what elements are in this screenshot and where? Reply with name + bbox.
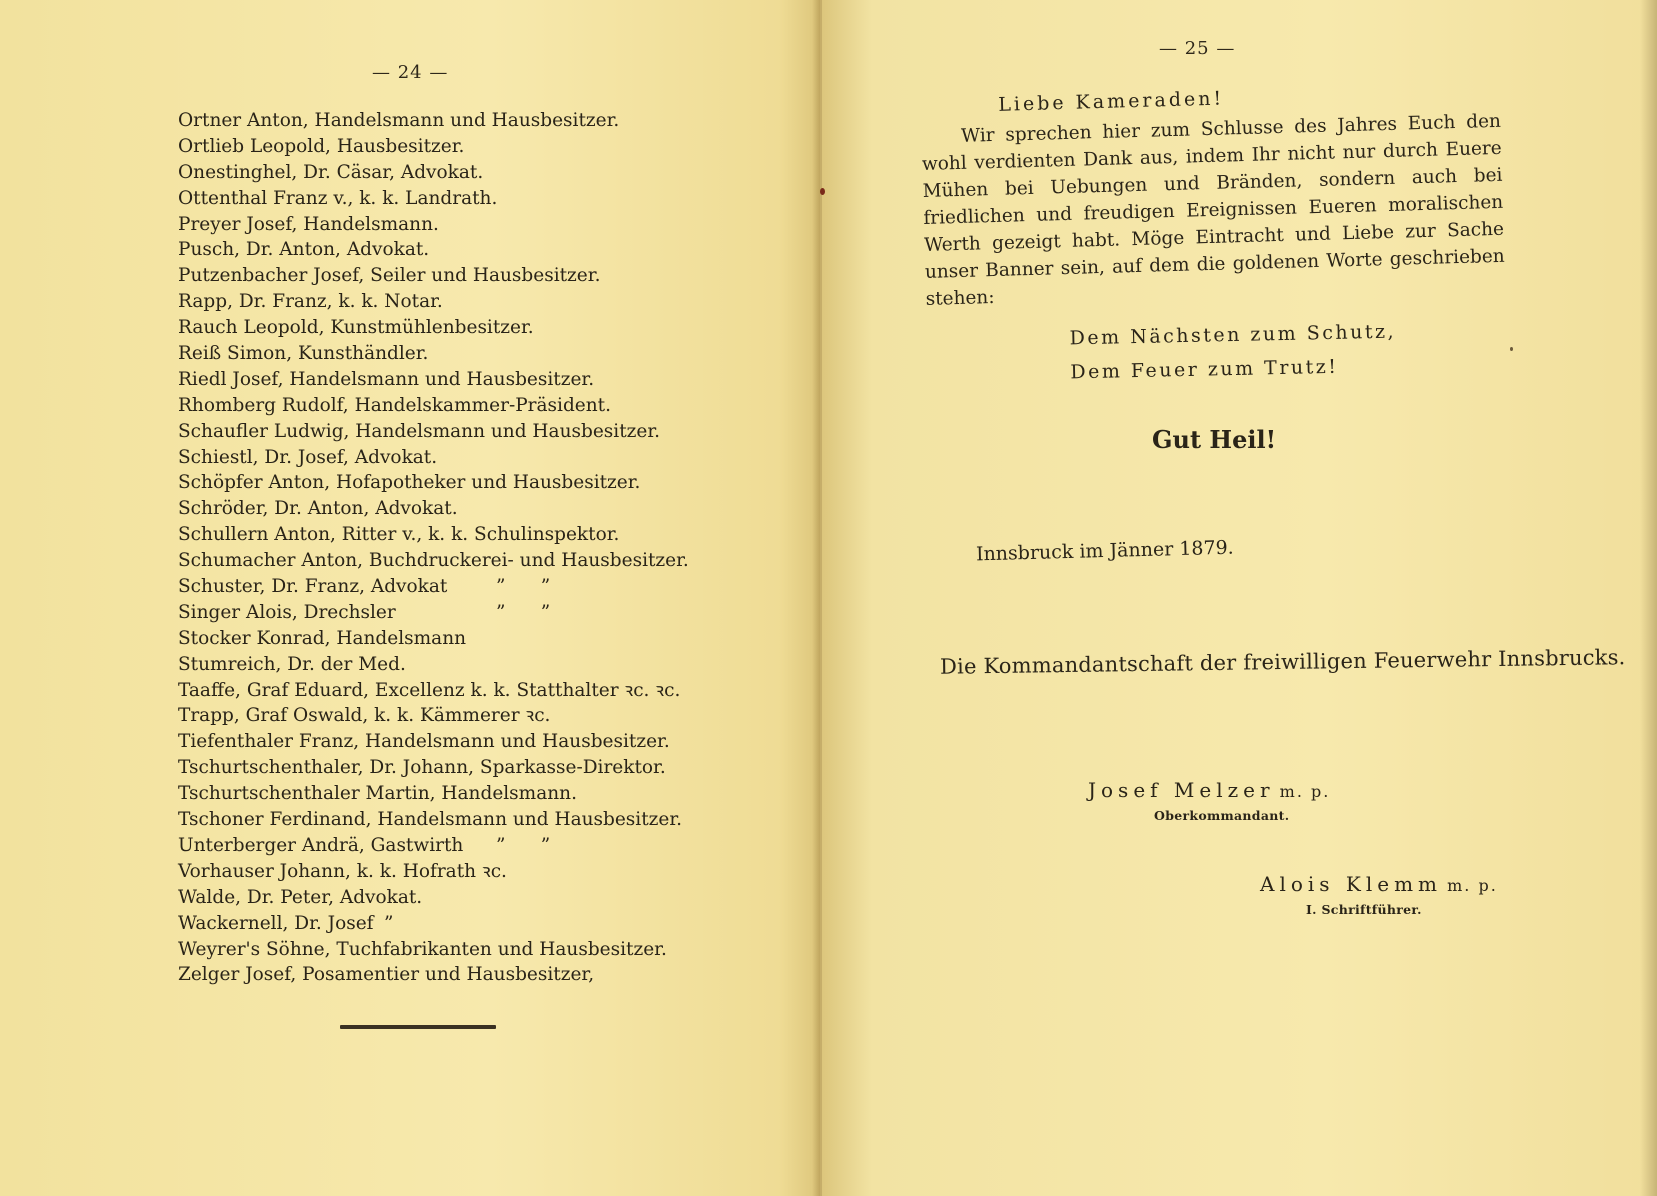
signer-mp: m. p.	[1279, 782, 1331, 801]
entry-text: Tschoner Ferdinand, Handelsmann und Hausbesitzer.	[178, 809, 683, 831]
list-item	[178, 729, 778, 755]
list-item	[178, 186, 778, 212]
list-item	[178, 341, 778, 367]
entry-text: Singer Alois, Drechsler	[178, 601, 396, 623]
entry-text: Onestinghel, Dr. Cäsar, Advokat.	[178, 161, 484, 183]
letter-greeting: Liebe Kameraden!	[997, 87, 1225, 116]
list-item	[178, 548, 778, 574]
list-item	[178, 212, 778, 238]
list-item	[178, 911, 778, 937]
list-item	[178, 419, 778, 445]
signature-block	[1088, 778, 1330, 823]
list-item	[178, 678, 778, 704]
entry-text: Schumacher Anton, Buchdruckerei- und Hausbesitzer.	[178, 550, 689, 572]
letter-body	[921, 108, 1506, 313]
entry-text: Tschurtschenthaler Martin, Handelsmann.	[178, 783, 577, 805]
entry-text: Rhomberg Rudolf, Handelskammer-Präsident.	[178, 394, 611, 416]
entry-text: Schiestl, Dr. Josef, Advokat.	[178, 446, 438, 468]
entry-text: Riedl Josef, Handelsmann und Hausbesitzer.	[178, 368, 595, 390]
signer-mp: m. p.	[1447, 876, 1498, 895]
ditto-marks: ” ”	[496, 576, 551, 598]
entry-text: Pusch, Dr. Anton, Advokat.	[178, 239, 430, 261]
entry-text: Preyer Josef, Handelsmann.	[178, 213, 439, 235]
letter	[920, 80, 1506, 313]
entry-text: Schöpfer Anton, Hofapotheker und Hausbesitzer.	[178, 472, 641, 494]
entry-text: Ottenthal Franz v., k. k. Landrath.	[178, 187, 498, 209]
list-item	[178, 652, 778, 678]
motto-line: Dem Nächsten zum Schutz,	[1069, 320, 1397, 350]
list-item	[178, 496, 778, 522]
entry-text: Unterberger Andrä, Gastwirth	[178, 834, 464, 856]
subscriber-list	[178, 108, 778, 988]
closing-rule	[340, 1025, 496, 1029]
list-item	[178, 574, 778, 600]
motto	[1069, 315, 1397, 390]
entry-text: Putzenbacher Josef, Seiler und Hausbesitzer.	[178, 265, 601, 287]
entry-text: Stocker Konrad, Handelsmann	[178, 627, 467, 649]
entry-text: Schullern Anton, Ritter v., k. k. Schulinspektor.	[178, 524, 620, 546]
ditto-marks: ” ”	[496, 601, 551, 623]
ink-speck	[820, 188, 825, 195]
letter-body-text: Wir sprechen hier zum Schlusse des Jahres Euch den wohl verdienten Dank aus, indem Ihr nicht nur durch Euere Mühen bei Uebungen und Bränden, sondern auch bei friedlichen und freudigen Ereignissen Eueren moralischen Werth gezeigt habt. Möge Eintracht und Liebe zur Sache unser Banner sein, auf dem die goldenen Worte geschrieben stehen:	[921, 110, 1505, 310]
list-item	[178, 393, 778, 419]
salute: Gut Heil!	[1152, 425, 1277, 454]
entry-text: Schaufler Ludwig, Handelsmann und Hausbesitzer.	[178, 420, 661, 442]
list-item	[178, 237, 778, 263]
list-item	[178, 315, 778, 341]
list-item	[178, 781, 778, 807]
entry-text: Schröder, Dr. Anton, Advokat.	[178, 498, 458, 520]
entry-text: Reiß Simon, Kunsthändler.	[178, 343, 429, 365]
list-item	[178, 703, 778, 729]
list-item	[178, 755, 778, 781]
ditto-marks: ”	[384, 912, 394, 934]
signature-block	[1260, 872, 1498, 917]
signer-name: Alois Klemm	[1260, 872, 1443, 896]
entry-text: Rapp, Dr. Franz, k. k. Notar.	[178, 291, 443, 313]
entry-text: Taaffe, Graf Eduard, Excellenz k. k. Statthalter ꝛc. ꝛc.	[178, 679, 681, 701]
entry-text: Tschurtschenthaler, Dr. Johann, Sparkasse-Direktor.	[178, 757, 666, 779]
list-item	[178, 470, 778, 496]
signer-name: Josef Melzer	[1088, 778, 1275, 802]
signatory-title: Die Kommandantschaft der freiwilligen Feuerwehr Innsbrucks.	[939, 645, 1626, 679]
list-item	[178, 600, 778, 626]
list-item	[178, 263, 778, 289]
entry-text: Zelger Josef, Posamentier und Hausbesitzer,	[178, 964, 595, 986]
entry-text: Tiefenthaler Franz, Handelsmann und Hausbesitzer.	[178, 731, 670, 753]
date-line: Innsbruck im Jänner 1879.	[975, 536, 1234, 566]
list-item	[178, 289, 778, 315]
ditto-marks: ” ”	[496, 834, 551, 856]
motto-line: Dem Feuer zum Trutz!	[1070, 355, 1339, 384]
entry-text: Weyrer's Söhne, Tuchfabrikanten und Hausbesitzer.	[178, 938, 667, 960]
list-item	[178, 367, 778, 393]
list-item	[178, 522, 778, 548]
list-item	[178, 885, 778, 911]
signer-role: I. Schriftführer.	[1306, 902, 1422, 917]
list-item	[178, 626, 778, 652]
entry-text: Ortlieb Leopold, Hausbesitzer.	[178, 135, 465, 157]
list-item	[178, 833, 778, 859]
signer-role: Oberkommandant.	[1154, 808, 1290, 823]
entry-text: Rauch Leopold, Kunstmühlenbesitzer.	[178, 317, 534, 339]
left-page	[0, 0, 820, 1196]
page-edge-shadow	[1640, 0, 1657, 1196]
list-item	[178, 134, 778, 160]
list-item	[178, 859, 778, 885]
entry-text: Vorhauser Johann, k. k. Hofrath ꝛc.	[178, 860, 507, 882]
entry-text: Trapp, Graf Oswald, k. k. Kämmerer ꝛc.	[178, 705, 551, 727]
list-item	[178, 962, 778, 988]
list-item	[178, 445, 778, 471]
page-number: — 25 —	[1159, 38, 1236, 59]
list-item	[178, 807, 778, 833]
list-item	[178, 160, 778, 186]
entry-text: Walde, Dr. Peter, Advokat.	[178, 886, 423, 908]
list-item	[178, 108, 778, 134]
ink-speck	[1510, 347, 1513, 351]
entry-text: Schuster, Dr. Franz, Advokat	[178, 576, 448, 598]
entry-text: Wackernell, Dr. Josef	[178, 912, 374, 934]
entry-text: Stumreich, Dr. der Med.	[178, 653, 406, 675]
list-item	[178, 937, 778, 963]
page-number: — 24 —	[372, 62, 449, 83]
entry-text: Ortner Anton, Handelsmann und Hausbesitzer.	[178, 110, 620, 131]
